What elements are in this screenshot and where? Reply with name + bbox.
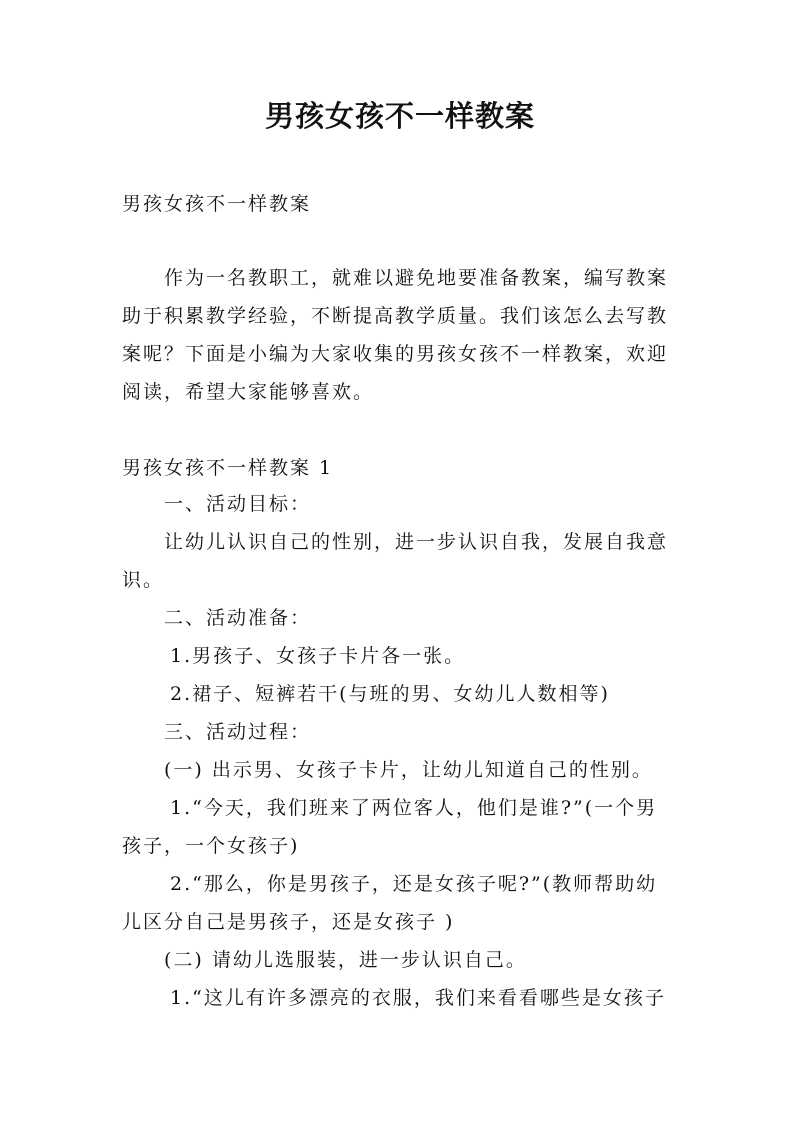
content-line: 2.裙子、短裤若干(与班的男、女幼儿人数相等)	[170, 683, 610, 705]
content-line: 让幼儿认识自己的性别，进一步认识自我，发展自我意	[164, 531, 669, 553]
content-line: 二、活动准备：	[164, 607, 312, 629]
content-line: 三、活动过程：	[164, 721, 312, 743]
content-line: (一) 出示男、女孩子卡片，让幼儿知道自己的性别。	[164, 759, 653, 781]
intro-line: 助于积累教学经验，不断提高教学质量。我们该怎么去写教	[122, 305, 669, 327]
intro-line: 案呢？下面是小编为大家收集的男孩女孩不一样教案，欢迎	[122, 343, 669, 365]
content-line: (二) 请幼儿选服装，进一步认识自己。	[164, 949, 527, 971]
content-line: 儿区分自己是男孩子，还是女孩子 )	[122, 911, 455, 933]
document-subtitle: 男孩女孩不一样教案	[122, 193, 312, 215]
content-line: 识。	[122, 569, 165, 591]
content-line: 一、活动目标：	[164, 493, 312, 515]
intro-line: 阅读，希望大家能够喜欢。	[122, 381, 375, 403]
content-line: 1.“今天，我们班来了两位客人，他们是谁?”(一个男	[170, 797, 658, 819]
document-title: 男孩女孩不一样教案	[264, 99, 535, 133]
content-line: 2.“那么，你是男孩子，还是女孩子呢?”(教师帮助幼	[170, 873, 658, 895]
section-heading: 男孩女孩不一样教案 1	[122, 457, 334, 479]
content-line: 孩子，一个女孩子)	[122, 835, 300, 857]
intro-line: 作为一名教职工，就难以避免地要准备教案，编写教案	[164, 267, 669, 289]
content-line: 1.男孩子、女孩子卡片各一张。	[170, 645, 466, 667]
content-line: 1.“这儿有许多漂亮的衣服，我们来看看哪些是女孩子	[170, 987, 666, 1009]
